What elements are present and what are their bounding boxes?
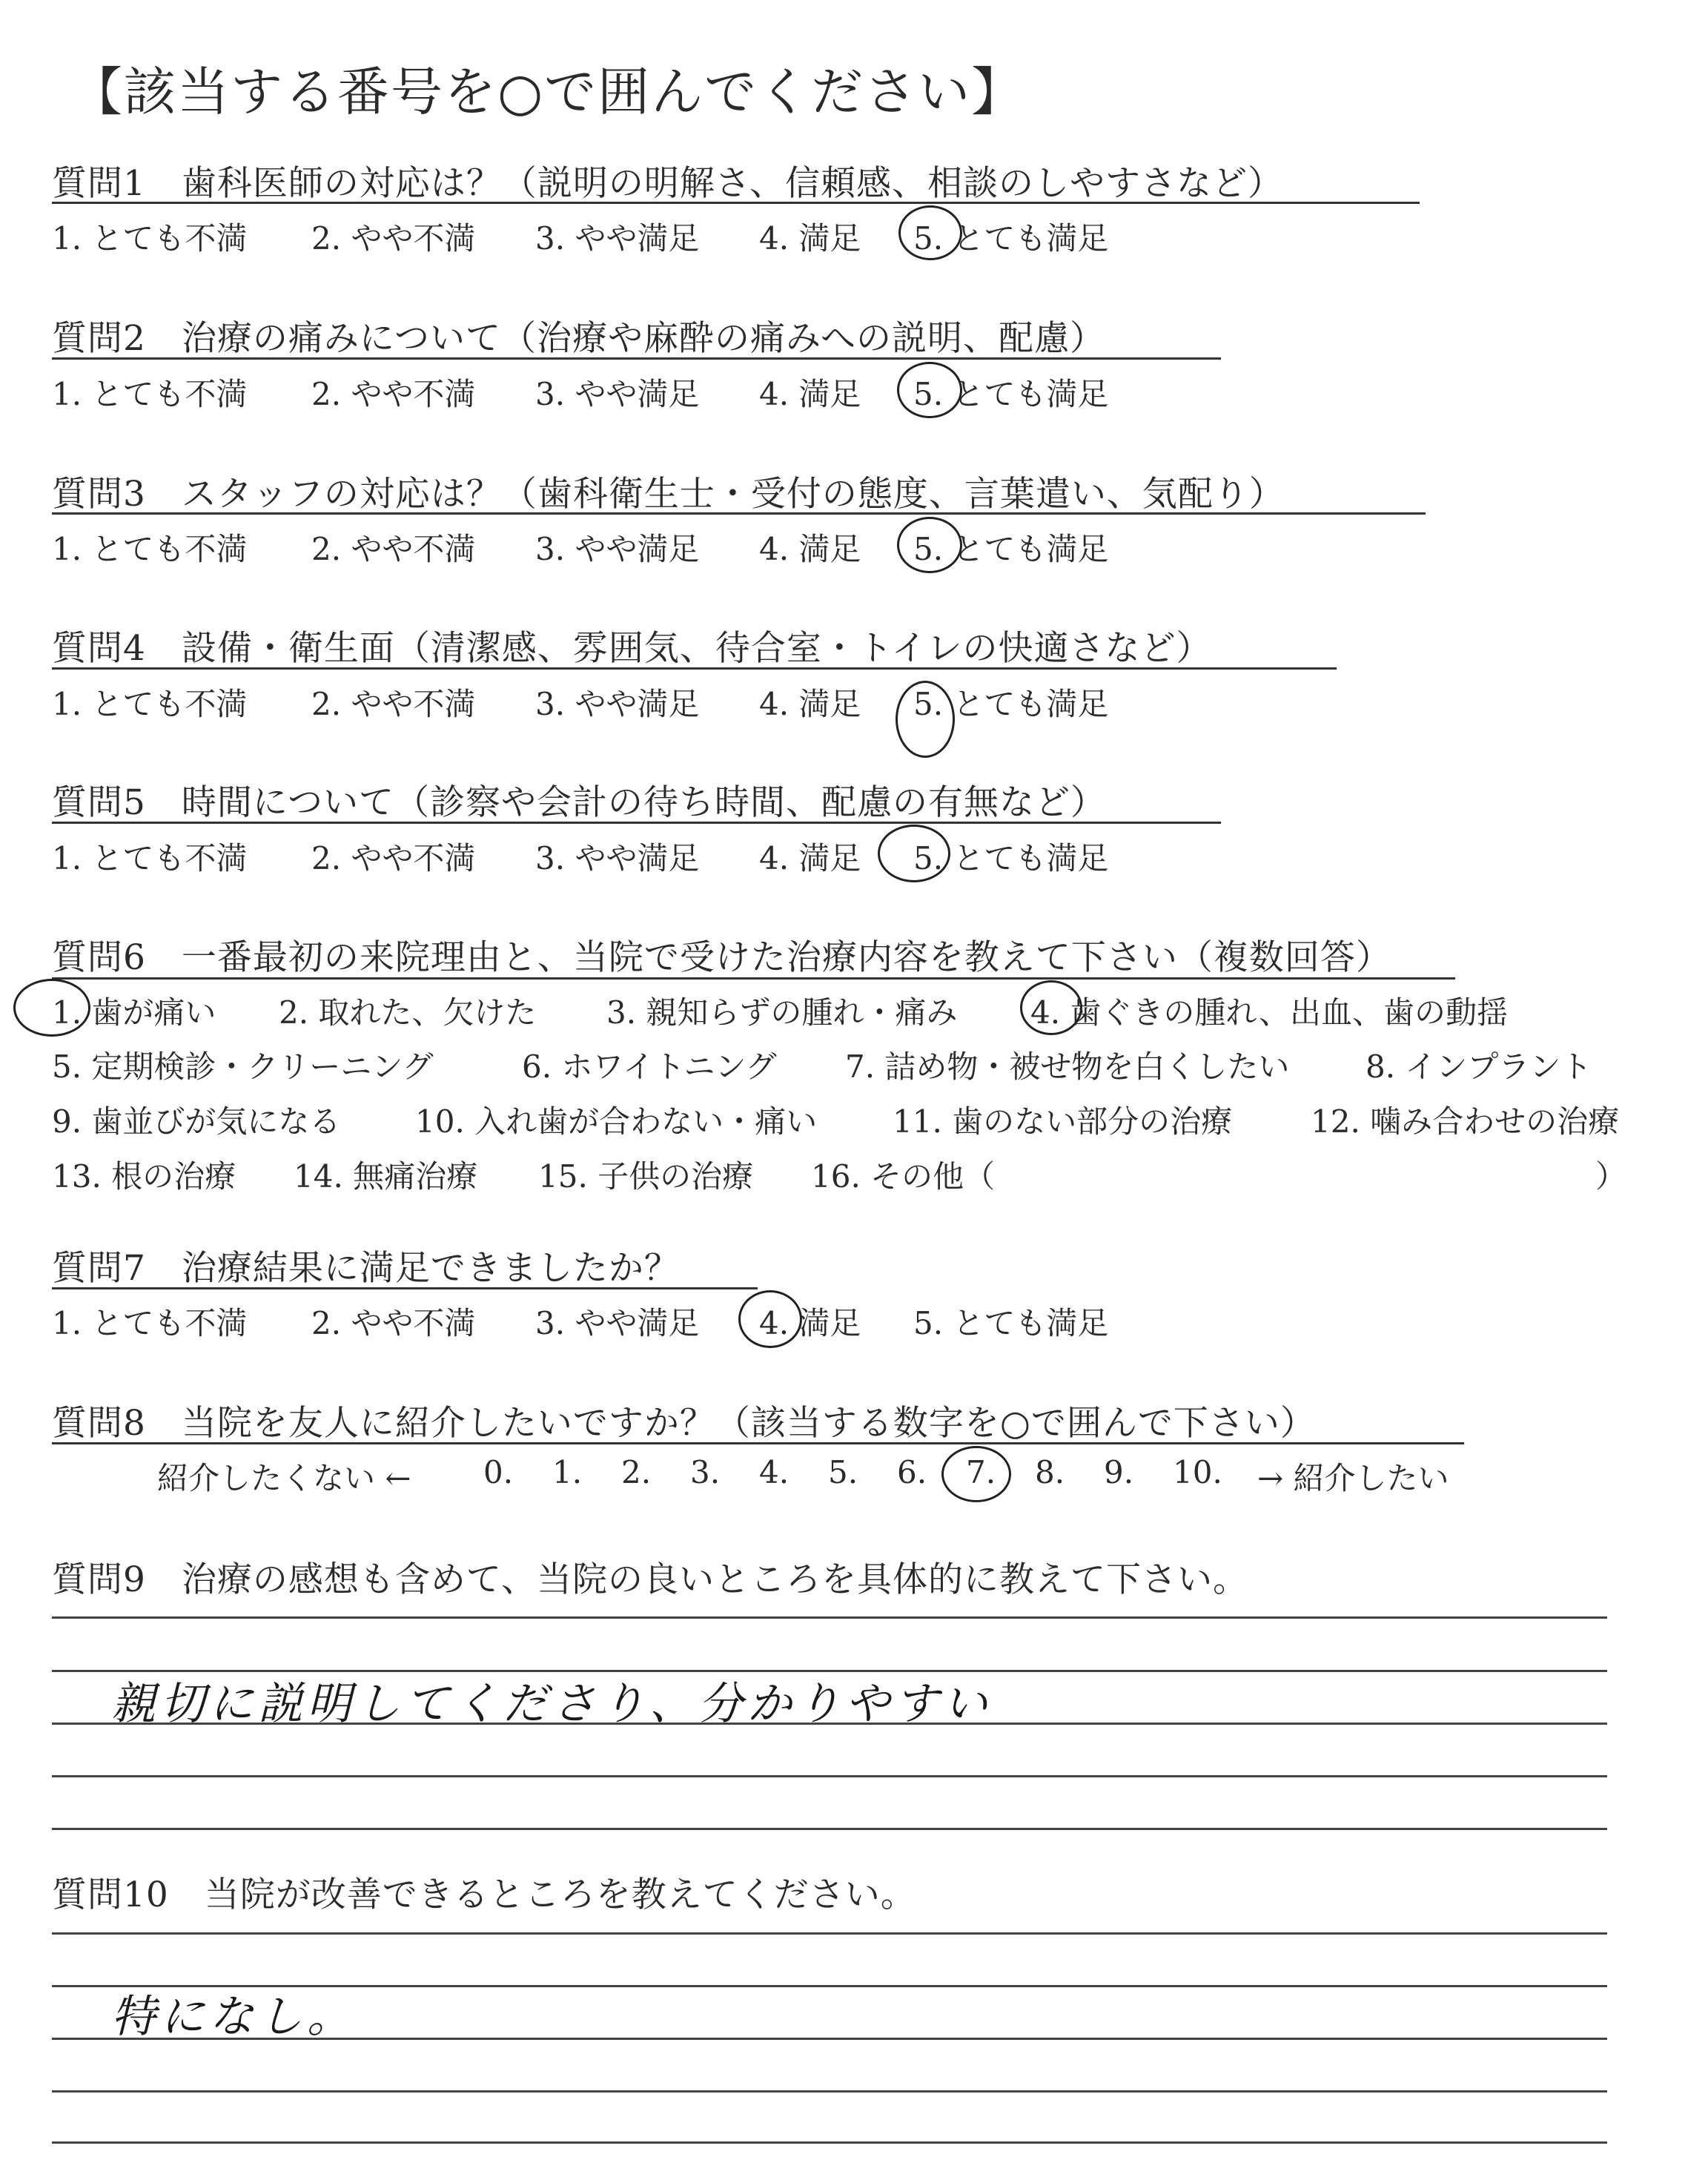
q4-option-4[interactable]: 4. 満足 [759, 686, 861, 722]
q10-writing-line-4 [52, 2090, 1607, 2093]
question-8-label: 質問8 当院を友人に紹介したいですか？（該当する数字を○で囲んで下さい） [52, 1403, 1316, 1444]
q6-option-3[interactable]: 3. 親知らずの腫れ・痛み [606, 994, 958, 1031]
q2-selection-circle [897, 362, 962, 418]
q4-selection-circle [896, 681, 955, 758]
q8-number-3[interactable]: 3. [690, 1454, 721, 1490]
q1-option-1[interactable]: 1. とても不満 [52, 220, 248, 257]
q3-option-1[interactable]: 1. とても不満 [52, 531, 248, 567]
question-1-label: 質問1 歯科医師の対応は？（説明の明解さ、信頼感、相談のしやすさなど） [52, 163, 1284, 204]
q8-number-6[interactable]: 6. [897, 1454, 927, 1490]
q8-left-label: 紹介したくない ← [157, 1460, 411, 1496]
q10-writing-line-1 [52, 1932, 1607, 1935]
q8-number-10[interactable]: 10. [1173, 1454, 1222, 1490]
page-title: 【該当する番号を○で囲んでください】 [70, 62, 1025, 122]
q3-option-5[interactable]: 5. とても満足 [913, 531, 1109, 567]
q7-option-4[interactable]: 4. 満足 [759, 1305, 861, 1341]
q4-option-1[interactable]: 1. とても不満 [52, 686, 248, 722]
q6-option-14[interactable]: 14. 無痛治療 [294, 1158, 478, 1195]
q6-other-close-paren: ） [1595, 1158, 1627, 1195]
question-1-underline [52, 202, 1420, 204]
q8-number-0[interactable]: 0. [483, 1454, 514, 1490]
question-2-underline [52, 357, 1221, 360]
q7-option-1[interactable]: 1. とても不満 [52, 1305, 248, 1341]
q9-handwritten-answer[interactable]: 親切に説明してくださり、分かりやすい [111, 1678, 992, 1730]
question-6-underline [52, 977, 1455, 980]
q7-option-3[interactable]: 3. やや満足 [535, 1305, 700, 1341]
q2-option-1[interactable]: 1. とても不満 [52, 376, 248, 412]
question-7-label: 質問7 治療結果に満足できましたか？ [52, 1248, 680, 1289]
question-2-label: 質問2 治療の痛みについて（治療や麻酔の痛みへの説明、配慮） [52, 318, 1106, 359]
q9-writing-line-1 [52, 1616, 1607, 1619]
q7-selection-circle [738, 1290, 802, 1348]
q2-option-4[interactable]: 4. 満足 [759, 376, 861, 412]
question-10-label: 質問10 当院が改善できるところを教えてください。 [52, 1875, 916, 1915]
q2-option-5[interactable]: 5. とても満足 [913, 376, 1109, 412]
q5-option-3[interactable]: 3. やや満足 [535, 840, 700, 876]
q8-number-7[interactable]: 7. [966, 1454, 996, 1490]
q3-option-4[interactable]: 4. 満足 [759, 531, 861, 567]
q1-option-4[interactable]: 4. 満足 [759, 220, 861, 257]
q6-option-9[interactable]: 9. 歯並びが気になる [52, 1103, 341, 1140]
q6-option-1[interactable]: 1. 歯が痛い [52, 994, 216, 1031]
q9-writing-line-4 [52, 1775, 1607, 1777]
question-8-underline [52, 1442, 1464, 1444]
question-4-label: 質問4 設備・衛生面（清潔感、雰囲気、待合室・トイレの快適さなど） [52, 628, 1212, 669]
q1-option-3[interactable]: 3. やや満足 [535, 220, 700, 257]
question-5-underline [52, 822, 1221, 824]
q3-selection-circle [897, 517, 962, 573]
question-7-underline [52, 1287, 758, 1289]
q6-option-6[interactable]: 6. ホワイトニング [522, 1048, 777, 1085]
q10-writing-line-5 [52, 2141, 1607, 2144]
q8-number-9[interactable]: 9. [1104, 1454, 1134, 1490]
q6-option-10[interactable]: 10. 入れ歯が合わない・痛い [415, 1103, 818, 1140]
q3-option-3[interactable]: 3. やや満足 [535, 531, 700, 567]
q7-option-5[interactable]: 5. とても満足 [913, 1305, 1109, 1341]
question-9-label: 質問9 治療の感想も含めて、当院の良いところを具体的に教えて下さい。 [52, 1559, 1248, 1600]
q6-option-12[interactable]: 12. 噛み合わせの治療 [1311, 1103, 1620, 1140]
q1-option-2[interactable]: 2. やや不満 [311, 220, 476, 257]
q6-option-7[interactable]: 7. 詰め物・被せ物を白くしたい [845, 1048, 1290, 1085]
q6-selection-circle-1 [13, 979, 90, 1037]
q6-option-11[interactable]: 11. 歯のない部分の治療 [893, 1103, 1233, 1140]
q6-option-8[interactable]: 8. インプラント [1366, 1048, 1592, 1085]
q6-option-15[interactable]: 15. 子供の治療 [538, 1158, 754, 1195]
q5-option-1[interactable]: 1. とても不満 [52, 840, 248, 876]
q1-option-5[interactable]: 5. とても満足 [913, 220, 1109, 257]
question-3-label: 質問3 スタッフの対応は？（歯科衛生士・受付の態度、言葉遣い、気配り） [52, 474, 1285, 515]
q5-option-4[interactable]: 4. 満足 [759, 840, 861, 876]
q9-writing-line-5 [52, 1828, 1607, 1830]
q8-number-2[interactable]: 2. [621, 1454, 652, 1490]
q8-number-4[interactable]: 4. [759, 1454, 790, 1490]
q3-option-2[interactable]: 2. やや不満 [311, 531, 476, 567]
q1-selection-circle [898, 205, 962, 260]
q6-option-5[interactable]: 5. 定期検診・クリーニング [52, 1048, 434, 1085]
q4-option-3[interactable]: 3. やや満足 [535, 686, 700, 722]
q8-number-1[interactable]: 1. [552, 1454, 583, 1490]
q6-option-13[interactable]: 13. 根の治療 [52, 1158, 236, 1195]
question-5-label: 質問5 時間について（診察や会計の待ち時間、配慮の有無など） [52, 782, 1106, 823]
q8-right-label: → 紹介したい [1257, 1460, 1449, 1496]
q2-option-3[interactable]: 3. やや満足 [535, 376, 700, 412]
q2-option-2[interactable]: 2. やや不満 [311, 376, 476, 412]
q6-option-16-other[interactable]: 16. その他（ [811, 1158, 996, 1195]
q6-option-2[interactable]: 2. 取れた、欠けた [279, 994, 537, 1031]
q6-selection-circle-4 [1020, 980, 1082, 1035]
q8-number-5[interactable]: 5. [828, 1454, 858, 1490]
q8-selection-circle [941, 1446, 1011, 1502]
question-3-underline [52, 512, 1426, 515]
q8-number-8[interactable]: 8. [1035, 1454, 1065, 1490]
q7-option-2[interactable]: 2. やや不満 [311, 1305, 476, 1341]
q5-option-5[interactable]: 5. とても満足 [913, 840, 1109, 876]
q4-option-2[interactable]: 2. やや不満 [311, 686, 476, 722]
q4-option-5[interactable]: 5. とても満足 [913, 686, 1109, 722]
q5-selection-circle [878, 825, 950, 882]
question-6-label: 質問6 一番最初の来院理由と、当院で受けた治療内容を教えて下さい（複数回答） [52, 937, 1391, 978]
q6-option-4[interactable]: 4. 歯ぐきの腫れ、出血、歯の動揺 [1030, 994, 1508, 1031]
question-4-underline [52, 667, 1337, 670]
q5-option-2[interactable]: 2. やや不満 [311, 840, 476, 876]
q10-handwritten-answer[interactable]: 特になし。 [111, 1991, 356, 2043]
